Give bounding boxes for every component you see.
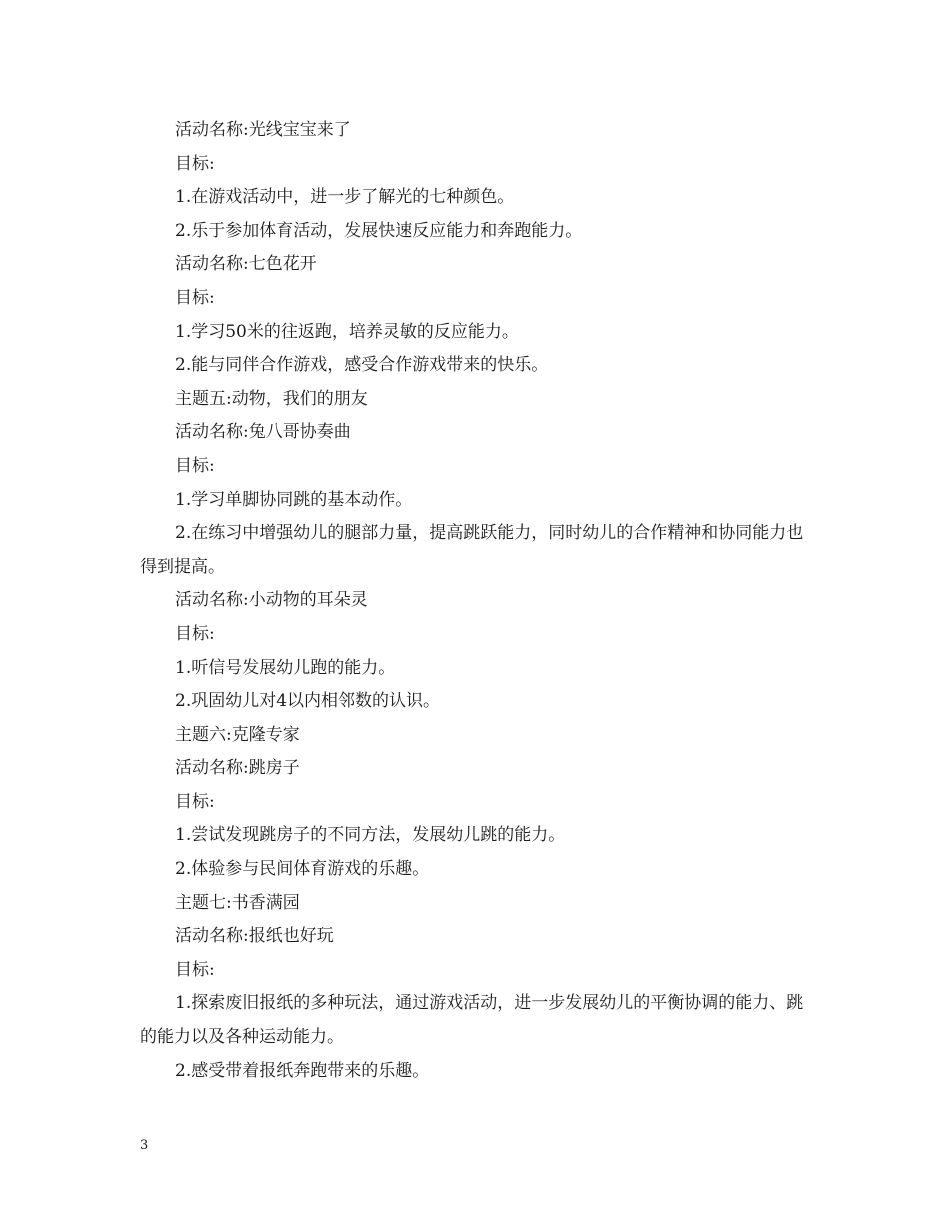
paragraph: 2.能与同伴合作游戏，感受合作游戏带来的快乐。 <box>175 355 549 376</box>
paragraph: 1.听信号发展幼儿跑的能力。 <box>175 657 396 678</box>
paragraph: 活动名称:跳房子 <box>175 758 300 779</box>
paragraph: 2.在练习中增强幼儿的腿部力量，提高跳跃能力，同时幼儿的合作精神和协同能力也得到提高。 <box>140 523 804 577</box>
paragraph: 主题七:书香满园 <box>175 892 300 913</box>
paragraph: 2.感受带着报纸奔跑带来的乐趣。 <box>175 1060 430 1081</box>
paragraph: 目标: <box>175 153 215 174</box>
paragraph: 2.乐于参加体育活动，发展快速反应能力和奔跑能力。 <box>175 220 583 241</box>
paragraph: 目标: <box>175 623 215 644</box>
paragraph: 目标: <box>175 287 215 308</box>
paragraph: 活动名称:光线宝宝来了 <box>175 120 351 140</box>
paragraph: 活动名称:小动物的耳朵灵 <box>175 590 368 611</box>
paragraph: 2.巩固幼儿对4以内相邻数的认识。 <box>175 691 441 712</box>
paragraph: 目标: <box>175 455 215 476</box>
paragraph: 1.尝试发现跳房子的不同方法，发展幼儿跳的能力。 <box>175 825 566 846</box>
paragraph: 活动名称:报纸也好玩 <box>175 926 334 947</box>
paragraph: 1.学习单脚协同跳的基本动作。 <box>175 489 413 510</box>
paragraph: 1.探索废旧报纸的多种玩法，通过游戏活动，进一步发展幼儿的平衡协调的能力、跳的能力以及各种运动能力。 <box>140 993 804 1048</box>
paragraph: 主题六:克隆专家 <box>175 724 300 745</box>
paragraph: 2.体验参与民间体育游戏的乐趣。 <box>175 859 430 880</box>
paragraph: 目标: <box>175 959 215 980</box>
paragraph: 主题五:动物，我们的朋友 <box>175 388 368 409</box>
paragraph: 目标: <box>175 791 215 812</box>
paragraph: 1.学习50米的往返跑，培养灵敏的反应能力。 <box>175 321 519 342</box>
paragraph: 活动名称:兔八哥协奏曲 <box>175 422 351 443</box>
document-body <box>140 114 812 1088</box>
paragraph: 1.在游戏活动中，进一步了解光的七种颜色。 <box>175 187 515 208</box>
page-number: 3 <box>140 1138 149 1153</box>
paragraph: 活动名称:七色花开 <box>175 254 317 275</box>
